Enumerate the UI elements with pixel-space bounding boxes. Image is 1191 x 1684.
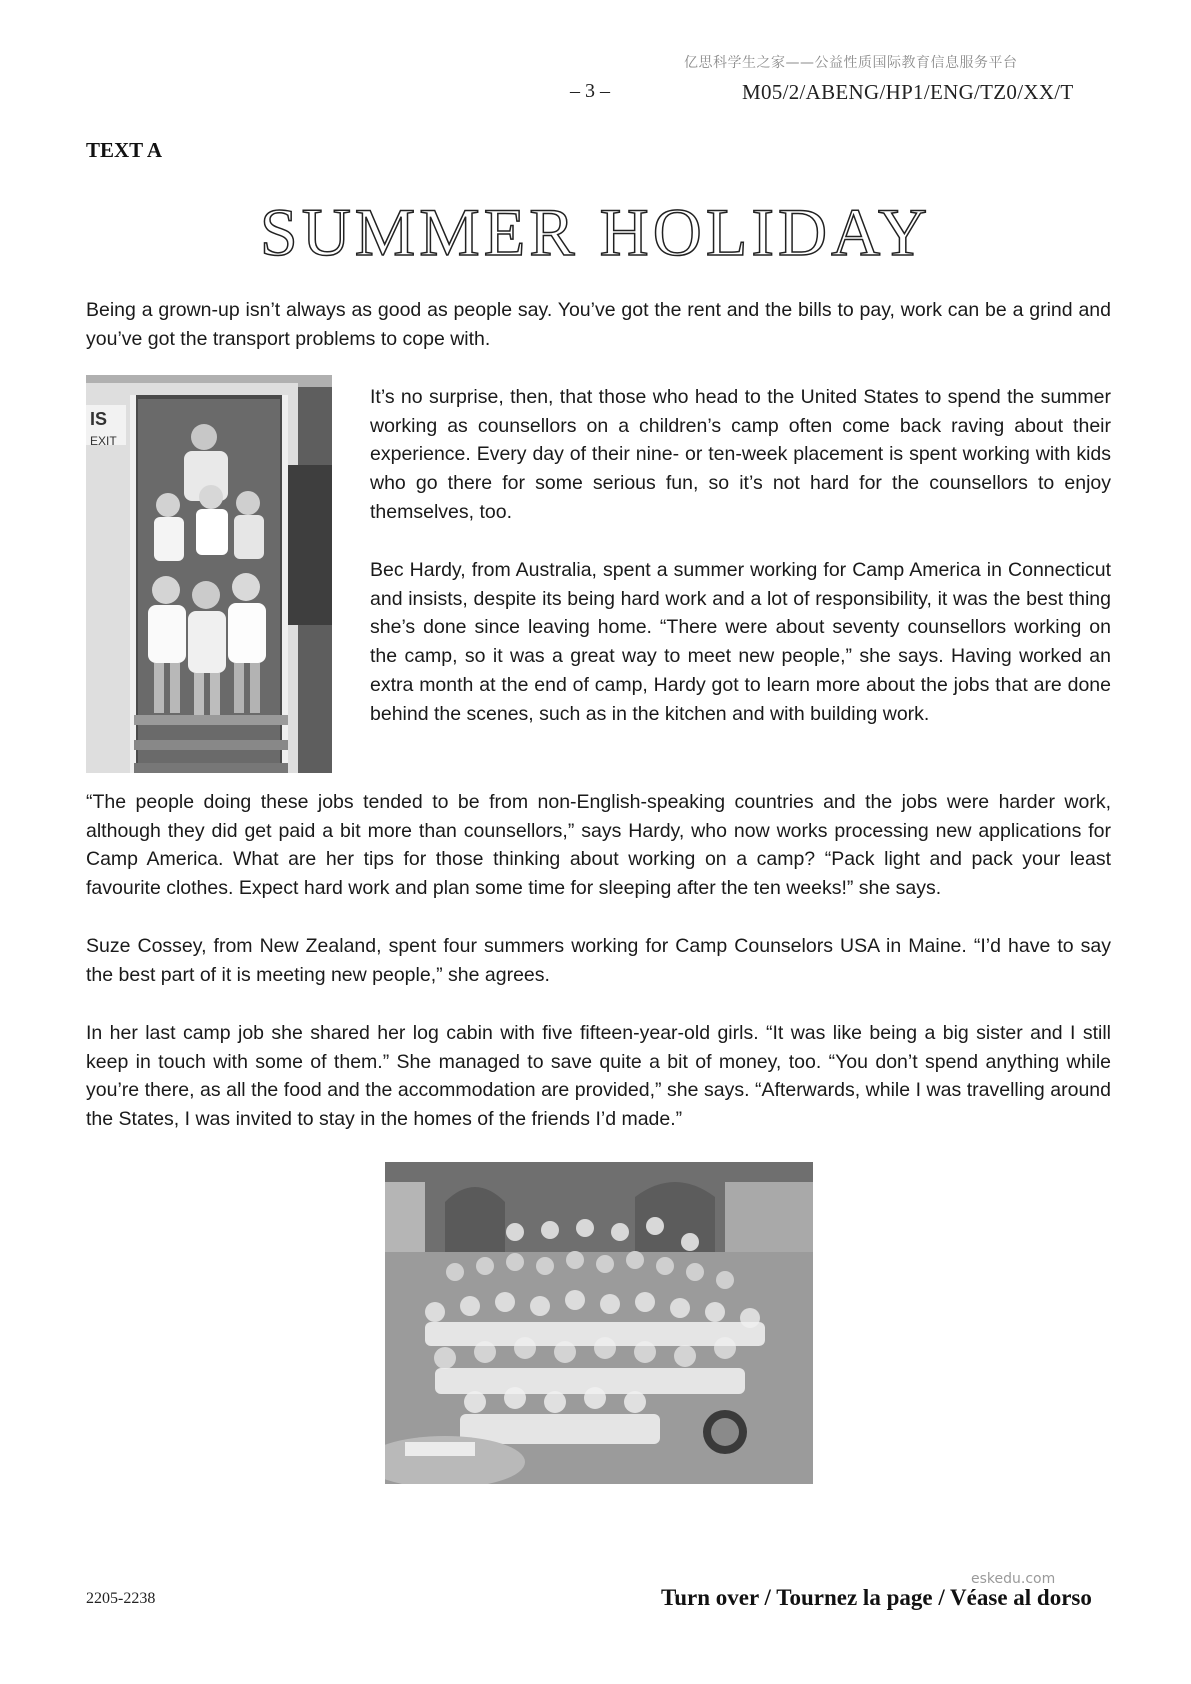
header-watermark: 亿思科学生之家——公益性质国际教育信息服务平台 <box>684 55 1018 71</box>
section-label: TEXT A <box>86 138 163 162</box>
paragraph-intro: Being a grown-up isn’t always as good as people say. You’ve got the rent and the bills to pay, work can be a grind and you’ve got the transport problems to cope with. <box>86 299 1111 350</box>
footer-document-code: 2205-2238 <box>86 1590 156 1607</box>
paragraph-hardy-quote: “The people doing these jobs tended to be from non-English-speaking countries and the jobs were harder work, although they did get paid a bit more than counsellors,” says Hardy, who now works processing new applications for Camp America. What are her tips for those thinking about working on a camp? “Pack light and pack your least favourite clothes. Expect hard work and plan some time for sleeping after the ten weeks!” she says. <box>86 791 1111 900</box>
bus-children-photo <box>86 375 332 773</box>
turn-over-notice: Turn over / Tournez la page / Véase al dorso <box>661 1585 1092 1610</box>
svg-text:IS: IS <box>90 409 108 429</box>
page-number: – 3 – <box>570 80 610 102</box>
svg-text:EXIT: EXIT <box>90 434 117 448</box>
camp-group-photo <box>385 1162 813 1484</box>
paragraph-bec-hardy: Bec Hardy, from Australia, spent a summer working for Camp America in Connecticut and insists, despite its being hard work and a lot of responsibility, it was the best thing she’s done since leaving home. “There were about seventy counsellors working on the camp, so it was a great way to meet new people,” she says. Having worked an extra month at the end of camp, Hardy got to learn more about the jobs that are done behind the scenes, such as in the kitchen and with building work. <box>370 559 1111 725</box>
paragraph-suze-cossey: Suze Cossey, from New Zealand, spent four summers working for Camp Counselors USA in Maine. “I’d have to say the best part of it is meeting new people,” she agrees. <box>86 935 1111 986</box>
footer-watermark: eskedu.com <box>971 1571 1056 1587</box>
paragraph-log-cabin: In her last camp job she shared her log cabin with five fifteen-year-old girls. “It was like being a big sister and I still keep in touch with some of them.” She managed to save quite a bit of money, too. “You don’t spend anything while you’re there, as all the food and the accommodation are provided,” she says. “Afterwards, while I was travelling around the States, I was invited to stay in the homes of the friends I’d made.” <box>86 1022 1111 1131</box>
article-title: SUMMER HOLIDAY <box>259 194 932 270</box>
paragraph-no-surprise: It’s no surprise, then, that those who head to the United States to spend the summer working as counsellors on a children’s camp often come back raving about their experience. Every day of their nine- or ten-week placement is spent working with kids who go there for some serious fun, so it’s not hard for the counsellors to enjoy themselves, too. <box>370 386 1111 523</box>
document-code: M05/2/ABENG/HP1/ENG/TZ0/XX/T <box>742 80 1074 104</box>
